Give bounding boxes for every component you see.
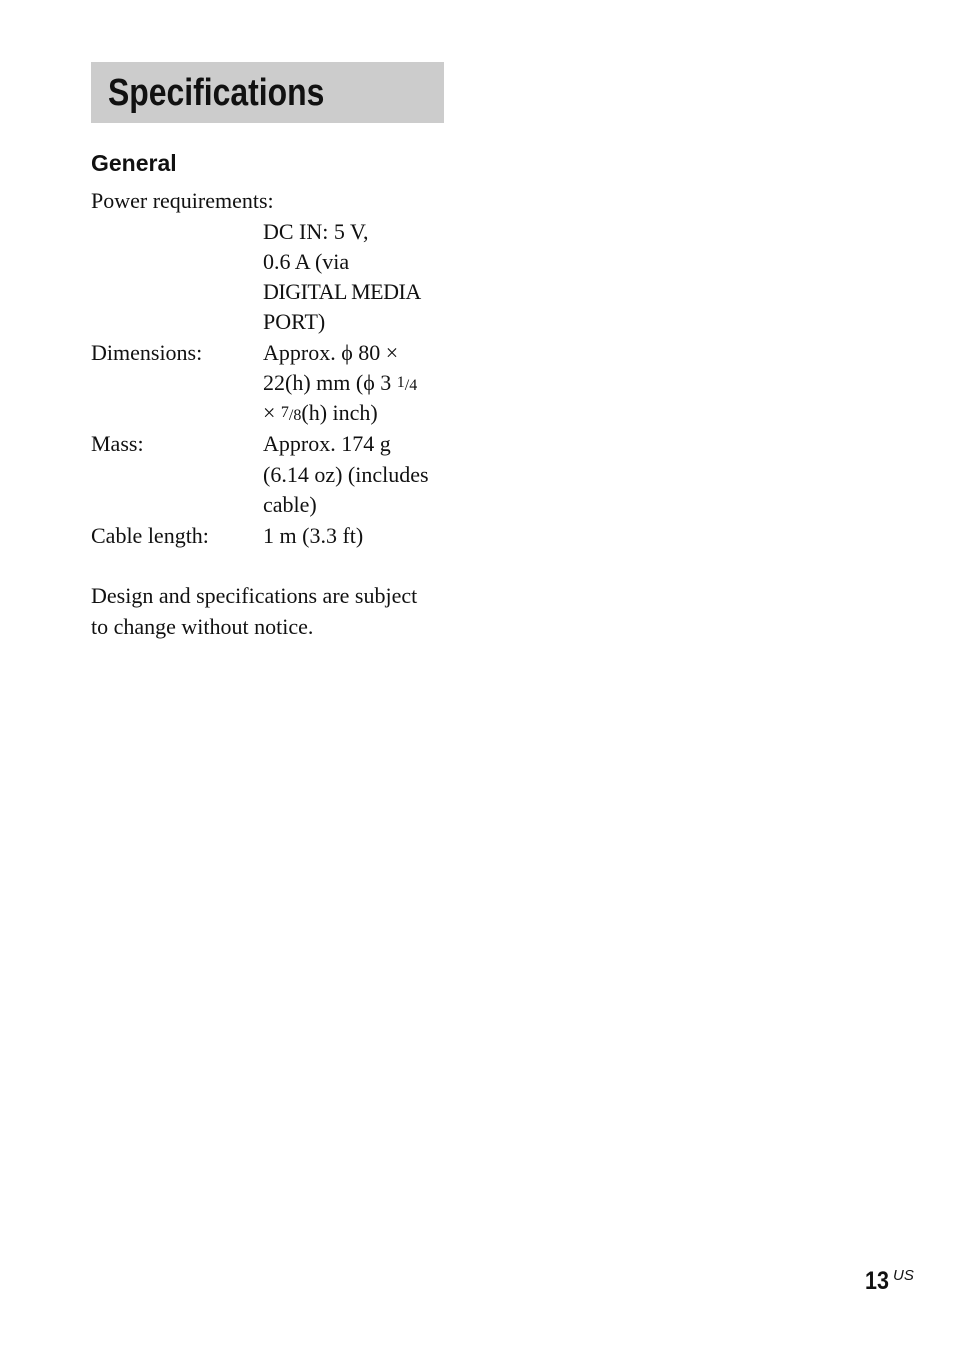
fraction-numerator: 7: [280, 404, 289, 421]
spec-value-mass-line: (6.14 oz) (includes: [263, 462, 429, 487]
dimensions-text: 22(h) mm (ϕ 3: [263, 370, 397, 395]
spec-value-mass-line: Approx. 174 g: [263, 431, 391, 456]
spec-value-power-line: DIGITAL MEDIA: [263, 279, 421, 304]
spec-value-cable-length: 1 m (3.3 ft): [263, 523, 364, 548]
spec-label-power: Power requirements:: [91, 188, 274, 213]
spec-value-mass-line: cable): [263, 492, 317, 517]
page-title: Specifications: [108, 72, 325, 114]
page-number: 13: [865, 1267, 889, 1295]
spec-value-power-line: DC IN: 5 V,: [263, 219, 369, 244]
spec-label-dimensions: Dimensions:: [91, 340, 203, 365]
spec-value-dimensions-line: Approx. ϕ 80 ×: [263, 340, 399, 365]
notice-text-line: to change without notice.: [91, 614, 314, 639]
section-heading-general: General: [91, 150, 177, 176]
fraction-denominator: 4: [409, 377, 418, 394]
spec-value-power-line: PORT): [263, 309, 326, 334]
spec-label-cable-length: Cable length:: [91, 523, 209, 548]
dimensions-text: (h) inch): [301, 400, 378, 425]
notice-text-line: Design and specifications are subject: [91, 583, 418, 608]
fraction-denominator: 8: [293, 407, 302, 424]
spec-value-dimensions-line: × 7/8(h) inch): [263, 400, 378, 425]
spec-value-dimensions-line: 22(h) mm (ϕ 3 1/4: [263, 370, 418, 395]
title-banner: [91, 62, 444, 123]
dimensions-text: ×: [263, 400, 281, 425]
fraction-numerator: 1: [396, 374, 405, 391]
spec-label-mass: Mass:: [91, 431, 144, 456]
spec-value-power-line: 0.6 A (via: [263, 249, 350, 274]
page-number-suffix: US: [893, 1267, 914, 1284]
